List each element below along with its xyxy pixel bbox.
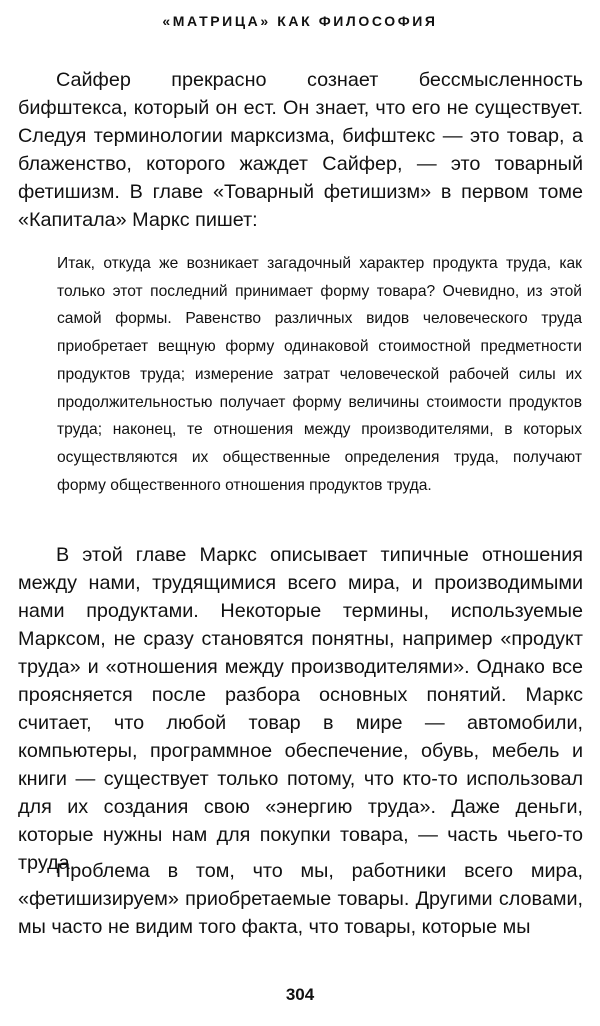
paragraph-marx-chapter: В этой главе Маркс описывает типичные отношения между нами, трудящимися всего мира, и производимыми нами продуктами. Некоторые термины, используемые Марксом, не сразу становятся понятны, например «продукт труда» и «отношения между производителями». Однако все проясняется после разбора основных понятий. Маркс считает, что любой товар в мире — автомобили, компьютеры, программное обеспечение, обувь, мебель и книги — существует только потому, что кто-то использовал для их создания свою «энергию труда». Даже деньги, которые нужны нам для покупки товара, — часть чьего-то труда. [18, 544, 583, 874]
page-number: 304 [285, 985, 315, 1004]
running-head: «МАТРИЦА» КАК ФИЛОСОФИЯ [162, 13, 438, 29]
capital-quote: Итак, откуда же возникает загадочный характер продукта труда, как только этот последний принимает форму товара? Очевидно, из этой самой формы. Равенство различных видов человеческого труда приобретает вещную форму одинаковой стоимостной предметности продуктов труда; измерение затрат человеческой рабочей силы их продолжительностью получает форму величины стоимости продуктов труда; наконец, те отношения между производителями, в которых осуществляются их общественные определения труда, получают форму общественного отношения продуктов труда. [57, 255, 582, 494]
paragraph-fetishism: Проблема в том, что мы, работники всего мира, «фетишизируем» приобретаемые товары. Другими словами, мы часто не видим того факта, что товары, которые мы [18, 860, 583, 938]
paragraph-intro: Сайфер прекрасно сознает бессмысленность бифштекса, который он ест. Он знает, что его не существует. Следуя терминологии марксизма, бифштекс — это товар, а блаженство, которого жаждет Сайфер, — это товарный фетишизм. В главе «Товарный фетишизм» в первом томе «Капитала» Маркс пишет: [18, 69, 583, 231]
